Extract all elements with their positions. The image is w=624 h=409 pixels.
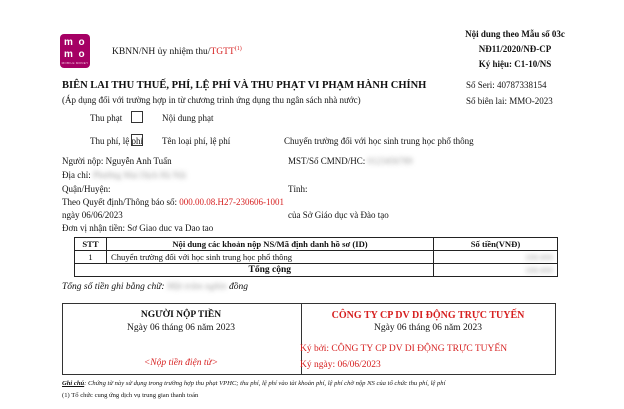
total-amount: 100.000 [434,264,558,277]
form-reference [440,27,590,72]
form-line-1: Nội dung theo Mẫu số 03c [465,29,565,39]
fine-checkbox[interactable] [131,111,143,123]
table-header-row [75,238,558,251]
amount-in-words [62,282,248,292]
tax-id-value: 0123456789 [367,156,413,166]
payer-tax-id [288,156,413,166]
total-label: Tổng cộng [107,264,434,277]
fee-label: Thu phí, lệ phí [90,136,143,146]
table-total-row [75,264,558,277]
fee-type-label: Tên loại phí, lệ phí [162,136,231,146]
amount-words-label: Tổng số tiền ghi bằng chữ: [62,282,167,292]
document-subtitle: (Áp dụng đối với trường hợp in từ chương trình ứng dụng thu ngân sách nhà nước) [62,95,361,105]
receiving-unit: Đơn vị nhận tiền: Sơ Giao duc va Dao tao [62,223,214,233]
tax-id-label: MST/Số CMND/HC: [288,156,366,166]
footnote: (1) Tổ chức cung ứng dịch vụ trung gian thanh toán [62,392,199,399]
logo-letter: m [64,49,73,60]
payer-address [62,170,186,180]
fee-type-value: Chuyển trường đối với học sinh trung học phổ thông [284,136,474,146]
amount-words-value: Một trăm nghìn [166,282,227,292]
province-label: Tỉnh: [288,184,308,194]
receipt-label: Số biên lai: [466,96,510,106]
address-value: Phường Mai Dịch Hà Nội [93,170,187,180]
header-amount: Số tiền(VNĐ) [434,238,558,251]
receipt-number [466,96,553,106]
logo-tagline: MOBILE MONEY [61,61,89,65]
payer-name [62,156,172,166]
payer-signature-title: NGƯỜI NỘP TIỀN [140,310,222,320]
payer-signature-date: Ngày 06 tháng 06 năm 2023 [127,323,235,333]
notes-text: : Chứng từ này sử dụng trong trường hợp thu phạt VPHC; thu phí, lệ phí vào tài khoản phí, lệ phí chờ nộp NS của tổ chức thu phí, lệ phí [84,380,446,387]
agency-suffix: TGTT [210,47,235,58]
district-label: Quận/Huyện: [62,184,111,194]
row-amount: 100.000 [434,251,558,264]
form-line-3: Ký hiệu: C1-10/NS [478,59,552,69]
agency-footnote-mark: (1) [234,46,242,52]
momo-logo [60,34,90,68]
header-content: Nội dung các khoản nộp NS/Mã định danh hồ sơ (ID) [107,238,434,251]
row-stt: 1 [75,251,107,264]
form-line-2: NĐ11/2020/NĐ-CP [478,44,552,54]
serial-number [466,80,547,90]
header-stt: STT [75,238,107,251]
decision-label: Theo Quyết định/Thông báo số: [62,197,180,207]
agency-text: KBNN/NH ủy nhiệm thu/ [112,47,211,58]
serial-value: 40787338154 [497,80,547,90]
payer-name-value: Nguyễn Anh Tuấn [105,156,172,166]
document-title: BIÊN LAI THU THUẾ, PHÍ, LỆ PHÍ VÀ THU PHẠT VI PHẠM HÀNH CHÍNH [62,80,427,91]
decision-date: ngày 06/06/2023 [62,210,123,220]
decision-line [62,197,284,207]
notes-line [62,380,445,387]
decision-number: 000.00.08.H27-230606-1001 [179,197,284,207]
amount-words-suffix: đồng [228,282,248,292]
fine-content-label: Nội dung phạt [162,113,214,123]
logo-letter: o [78,37,85,48]
electronic-payment-note: <Nộp tiền điện tử> [143,358,219,368]
digital-signed-by: Ký bởi: CÔNG TY CP DV DI ĐỘNG TRỰC TUYẾN [300,344,508,354]
row-content: Chuyển trường đối với học sinh trung học phổ thông [107,251,434,264]
logo-letter: m [64,37,73,48]
fee-checkbox[interactable] [131,134,143,146]
issuing-authority: của Sở Giáo dục và Đào tạo [288,210,389,220]
notes-label: Ghi chú [62,380,85,387]
payer-name-label: Người nộp: [62,156,106,166]
receipt-value: MMO-2023 [509,96,553,106]
items-table [74,237,558,277]
logo-letter: o [78,49,85,60]
company-title: CÔNG TY CP DV DI ĐỘNG TRỰC TUYẾN [331,310,525,321]
company-signature-date: Ngày 06 tháng 06 năm 2023 [374,323,482,333]
fine-label: Thu phạt [90,113,123,123]
serial-label: Số Seri: [466,80,498,90]
address-label: Địa chỉ: [62,170,91,180]
digital-signed-date: Ký ngày: 06/06/2023 [300,360,381,370]
table-row [75,251,558,264]
agency-line [112,46,242,57]
